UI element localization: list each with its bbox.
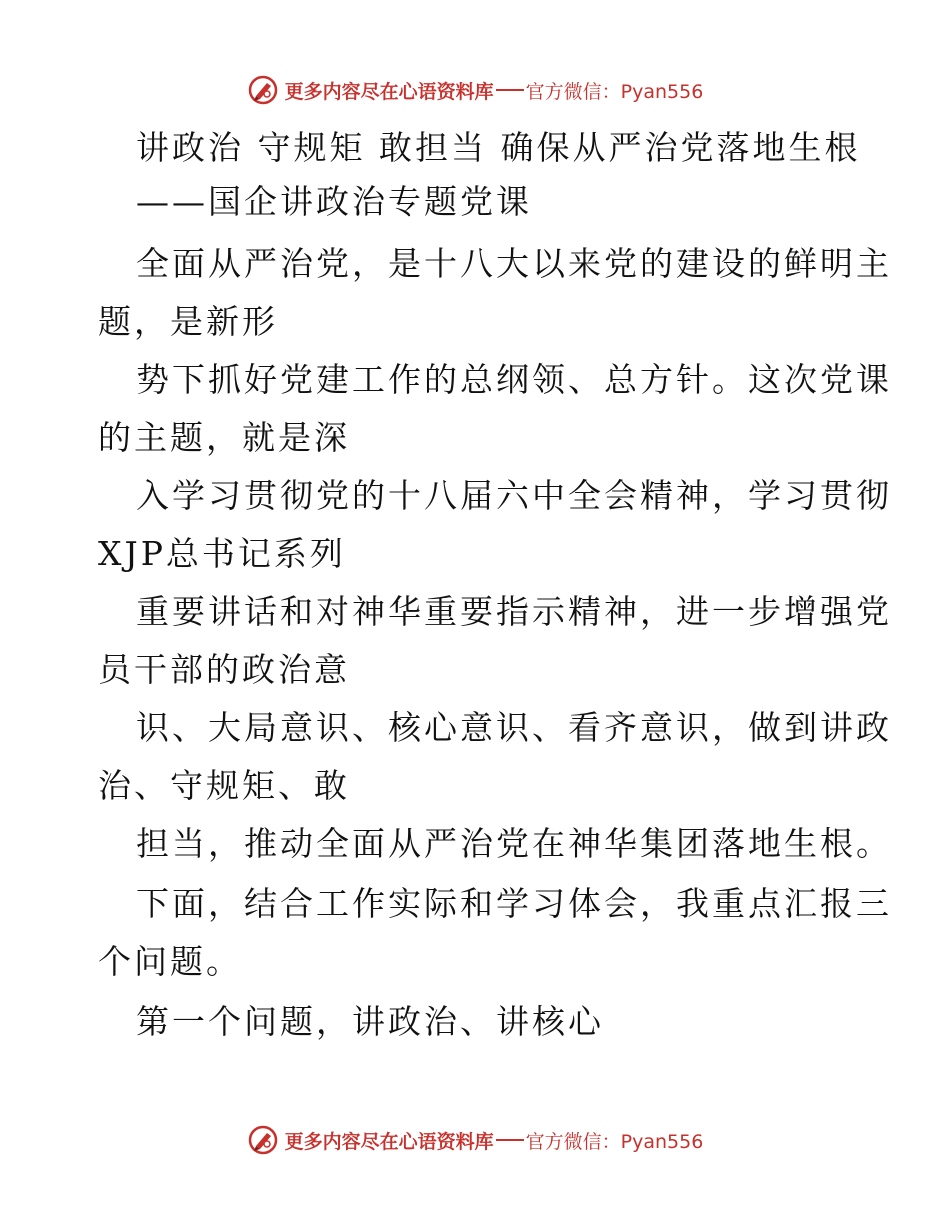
paragraph-line: 势下抓好党建工作的总纲领、总方针。这次党课 (136, 360, 892, 399)
section-heading: 第一个问题，讲政治、讲核心 (136, 1002, 604, 1041)
pen-logo-icon (247, 74, 279, 106)
paragraph-line: 治、守规矩、敢 (98, 766, 350, 805)
document-title: 讲政治 守规矩 敢担当 确保从严治党落地生根 (136, 128, 861, 167)
site-name: 更多内容尽在心语资料库 (284, 1130, 494, 1153)
paragraph-line: 个问题。 (98, 942, 242, 981)
document-subtitle: ——国企讲政治专题党课 (136, 182, 532, 221)
paragraph-line: 重要讲话和对神华重要指示精神，进一步增强党 (136, 592, 892, 631)
paragraph-line: 全面从严治党，是十八大以来党的建设的鲜明主 (136, 244, 892, 283)
paragraph-line: 题，是新形 (98, 302, 278, 341)
site-name: 更多内容尽在心语资料库 (284, 80, 494, 103)
paragraph-line: 的主题，就是深 (98, 418, 350, 457)
banner-divider (496, 89, 524, 91)
banner-divider (496, 1139, 524, 1141)
wechat-id: 官方微信：Pyan556 (525, 80, 704, 103)
wechat-id: 官方微信：Pyan556 (525, 1130, 704, 1153)
pen-logo-icon (247, 1124, 279, 1156)
paragraph-line: 员干部的政治意 (98, 650, 350, 689)
paragraph-line: XJP总书记系列 (98, 534, 346, 573)
paragraph-line: 入学习贯彻党的十八届六中全会精神，学习贯彻 (136, 476, 892, 515)
paragraph-line: 下面，结合工作实际和学习体会，我重点汇报三 (136, 884, 892, 923)
footer-banner (0, 1120, 950, 1160)
header-banner (0, 70, 950, 110)
paragraph-line: 担当，推动全面从严治党在神华集团落地生根。 (136, 824, 892, 863)
paragraph-line: 识、大局意识、核心意识、看齐意识，做到讲政 (136, 708, 892, 747)
